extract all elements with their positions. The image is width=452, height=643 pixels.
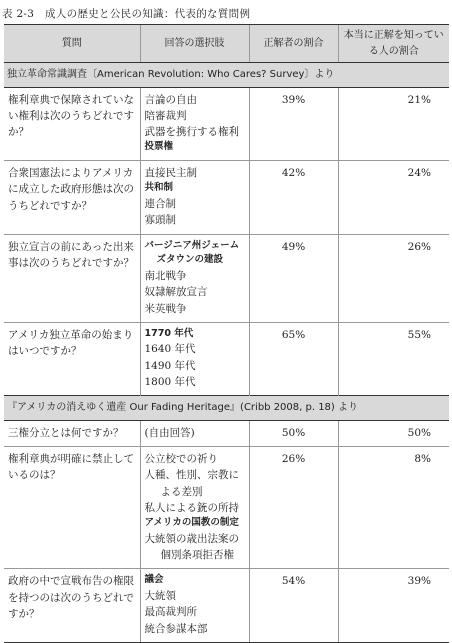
answer-option: 最高裁判所 [144,606,197,619]
table-row [4,234,449,322]
question-cell: 権利章典が明確に禁止しているのは？ [4,447,140,569]
true-percent-cell: 50% [338,420,449,446]
correct-percent-cell: 50% [249,420,338,446]
question-cell: 権利章典で保障されていない権利は次のうちどれですか？ [4,87,140,161]
options-cell [140,161,249,235]
table-body [4,63,449,643]
answer-option: 1490 年代 [144,359,196,372]
table-row [4,447,449,569]
true-percent-cell: 24% [338,161,449,235]
correct-answer-option: バージニア州ジェームズタウンの建設 [144,239,240,266]
correct-answer-option: 議会 [144,574,164,586]
correct-percent-cell: 39% [249,87,338,161]
options-cell [140,322,249,396]
section-row [4,63,449,88]
answer-option: 直接民主制 [144,167,197,180]
answer-option: 大統領 [144,590,176,603]
options-cell [140,447,249,569]
question-cell: アメリカ独立革命の始まりはいつですか？ [4,322,140,396]
answer-option: 奴隷解放宣言 [144,286,208,299]
true-percent-cell: 8% [338,447,449,569]
table-caption: 表 2-3 成人の歴史と公民の知識：代表的な質問例 [2,8,251,20]
correct-percent-cell: 42% [249,161,338,235]
true-percent-cell: 39% [338,569,449,643]
header-question: 質問 [4,25,140,63]
true-percent-cell: 55% [338,322,449,396]
table-row [4,569,449,643]
answer-option: (自由回答) [144,426,195,439]
header-true-pct: 本当に正解を知っている人の割合 [338,25,449,63]
header-correct-pct: 正解者の割合 [249,25,338,63]
table-row [4,420,449,446]
true-percent-cell: 26% [338,234,449,322]
answer-option: 人種、性別、宗教による差別 [144,469,239,498]
correct-percent-cell: 26% [249,447,338,569]
section-title: 独立革命常識調査〔American Revolution: Who Cares? Survey〕より [4,63,449,88]
section-title: 『アメリカの消えゆく遺産 Our Fading Heritage』(Cribb 2008, p. 18) より [4,396,449,421]
header-options: 回答の選択肢 [140,25,249,63]
options-cell [140,420,249,446]
questions-table [4,24,449,643]
correct-percent-cell: 54% [249,569,338,643]
correct-answer-option: 共和制 [144,182,174,194]
answer-option: 陪審裁判 [144,109,187,122]
correct-percent-cell: 49% [249,234,338,322]
answer-option: 連合制 [144,198,176,210]
correct-percent-cell: 65% [249,322,338,396]
options-cell [140,234,249,322]
answer-option: 統合参謀本部 [144,622,208,635]
correct-answer-option: 投票権 [144,141,174,153]
answer-option: 1640 年代 [144,343,196,356]
answer-option: 私人による銃の所持 [144,501,239,514]
answer-option: 言論の自由 [144,93,197,106]
table-row [4,161,449,235]
header-row [4,25,449,63]
answer-option: 1800 年代 [144,376,196,389]
answer-option: 米英戦争 [144,302,187,315]
question-cell: 政府の中で宣戦布告の権限を持つのは次のうちどれですか？ [4,569,140,643]
correct-answer-option: アメリカの国教の制定 [144,517,239,529]
section-row [4,396,449,421]
answer-option: 寡頭制 [144,214,176,227]
question-cell: 独立宣言の前にあった出来事は次のうちどれですか？ [4,234,140,322]
question-cell: 三権分立とは何ですか？ [4,420,140,446]
answer-option: 大統領の歳出法案の個別条項拒否権 [144,532,239,562]
options-cell [140,87,249,161]
table-row [4,87,449,161]
true-percent-cell: 21% [338,87,449,161]
answer-option: 南北戦争 [144,269,187,282]
table-row [4,322,449,396]
options-cell [140,569,249,643]
question-cell: 合衆国憲法によりアメリカに成立した政府形態は次のうちどれですか？ [4,161,140,235]
answer-option: 公立校での祈り [144,453,218,466]
correct-answer-option: 1770 年代 [144,327,194,339]
answer-option: 武器を携行する権利 [144,126,239,139]
